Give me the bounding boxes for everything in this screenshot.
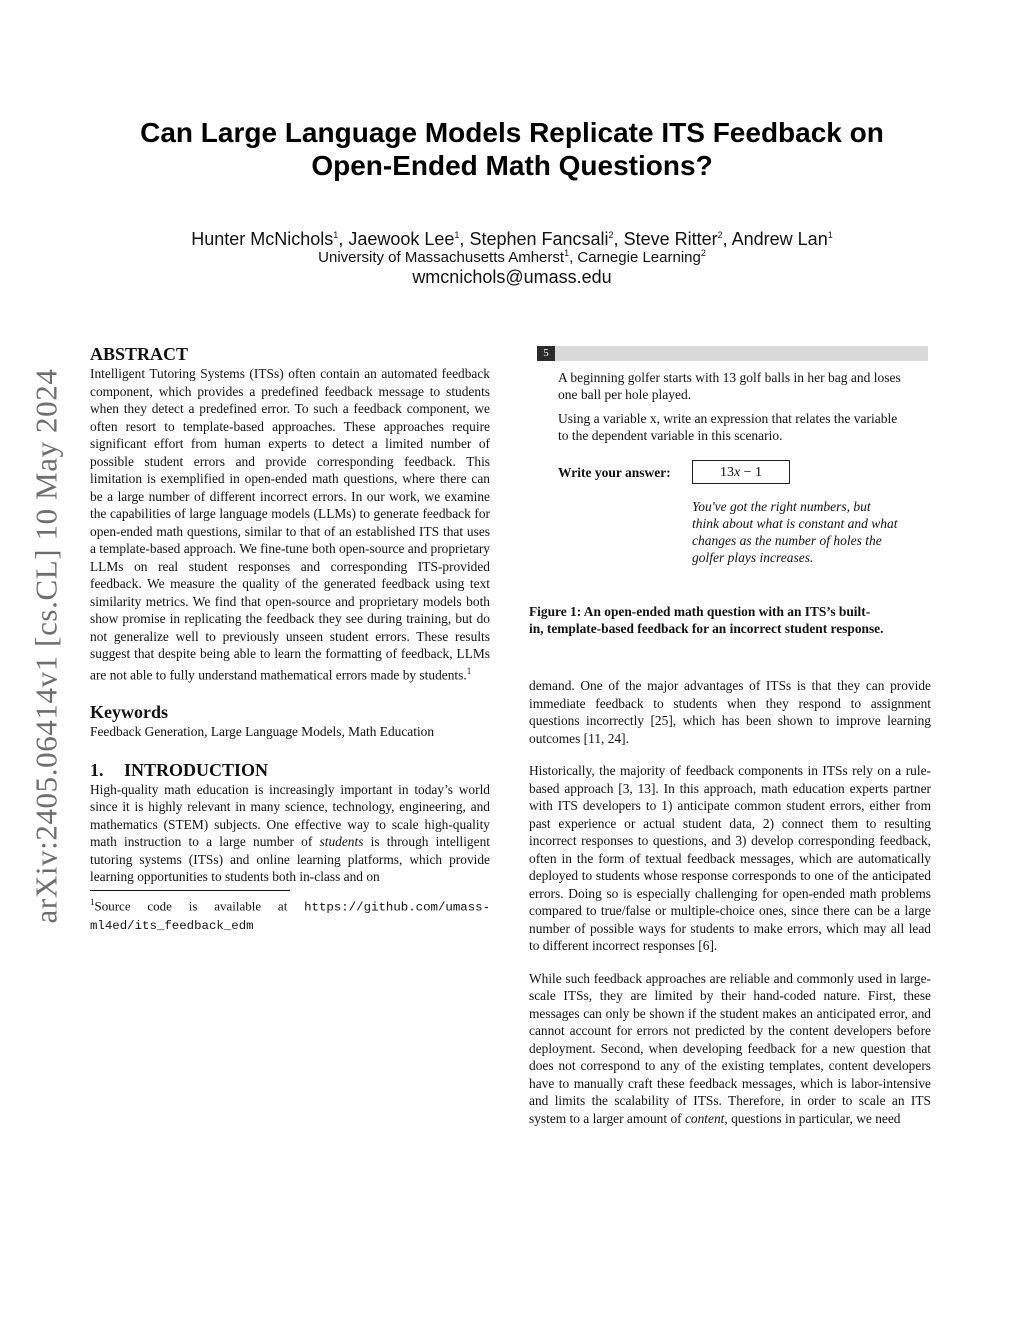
abstract-body: Intelligent Tutoring Systems (ITSs) often contain an automated feedback component, which provides a predefined feedback message to students when they detect a predefined error. To such a feedback component, we often resort to template-based approaches. These approaches require significant effort from human experts to detect a limited number of possible student errors and provide corresponding feedback. This limitation is exemplified in open-ended math questions, where there can be a large number of different incorrect errors. In our work, we examine the capabilities of large language models (LLMs) to generate feedback for open-ended math questions, similar to that of an established ITS that uses a template-based approach. We fine-tune both open-source and proprietary LLMs on real student responses and corresponding ITS-provided feedback. We measure the quality of the generated feedback using text similarity metrics. We find that open-source and proprietary models both show promise in replicating the feedback they see during training, but do not generalize well to previously unseen student errors. These results suggest that despite being able to learn the formatting of feedback, LLMs are not able to fully understand mathematical errors made by students. — [90, 366, 490, 682]
intro-paragraph-1 — [90, 781, 490, 886]
affiliation-umass: University of Massachusetts Amherst — [318, 249, 565, 266]
footnote-ref[interactable]: 1 — [466, 665, 472, 676]
intro-heading — [90, 759, 490, 781]
intro-text: , questions in particular, we need — [724, 1110, 901, 1126]
abstract-text — [90, 365, 490, 683]
title-line-2: Open-Ended Math Questions? — [311, 150, 713, 181]
keywords-heading: Keywords — [90, 702, 168, 723]
caption-line: in, template-based feedback for an incorrect student response. — [529, 621, 884, 636]
footnote — [90, 894, 490, 935]
intro-paragraph-2: demand. One of the major advantages of ITSs is that they can provide immediate feedback to students when they respond to assignment questions incorrectly [25], which has been shown to improve learning outcomes [11, 24]. — [529, 678, 931, 746]
intro-emphasis: content — [684, 1110, 725, 1126]
intro-text: While such feedback approaches are reliable and commonly used in large-scale ITSs, they are limited by their hand-coded nature. First, these messages can only be shown if the student makes an anticipated error, and cannot account for errors not predicted by the content developers before deployment. Second, when developing feedback for a new question that does not correspond to any of the existing templates, content developers have to manually craft these feedback messages, which is labor-intensive and limits the scalability of ITSs. Therefore, in order to scale an ITS system to a larger amount of — [529, 970, 931, 1126]
answer-constant: − 1 — [740, 465, 763, 480]
author-name: Steve Ritter — [623, 229, 718, 249]
author-name: Andrew Lan — [731, 229, 828, 249]
abstract-heading: ABSTRACT — [90, 344, 189, 364]
section-title: INTRODUCTION — [124, 759, 269, 780]
author-name: Stephen Fancsali — [469, 229, 609, 249]
arxiv-stamp-text: arXiv:2405.06414v1 [cs.CL] 10 May 2024 — [28, 368, 63, 924]
left-column — [90, 343, 490, 935]
instruction-line: to the dependent variable in this scenario. — [558, 428, 783, 443]
author-affiliation-marker: 2 — [608, 230, 614, 240]
question-instruction — [558, 410, 928, 444]
intro-text: High-quality math education is increasingly important in today’s world since it is highly relevant in many science, technology, engineering, and mathematics (STEM) subjects. One effective way to scale high-quality math instruction to a large number of — [90, 781, 490, 850]
feedback-line: You've got the right numbers, but — [692, 499, 871, 514]
prompt-line: A beginning golfer starts with 13 golf balls in her bag and loses — [558, 370, 901, 385]
answer-label: Write your answer: — [558, 465, 671, 480]
intro-paragraph-3: Historically, the majority of feedback components in ITSs rely on a rule-based approach [3, 13]. In this approach, math education experts partner with ITS developers to 1) anticipate common student errors, either from past experience or actual student data, 2) connect them to resulting incorrect responses to questions, and 3) develop corresponding feedback, often in the form of textual feedback messages, which are automatically deployed to students whose response corresponds to one of the anticipated errors. Doing so is especially challenging for open-ended math problems compared to true/false or multiple-choice ones, since there can be a large number of possible ways for students to make errors, which may all lead to different incorrect responses [6]. — [529, 763, 931, 953]
author-affiliation-marker: 1 — [333, 230, 339, 240]
intro-text: is through intelligent tutoring systems (ITSs) and online learning platforms, which provide learning opportunities to students both in-class and on — [90, 834, 490, 885]
footnote-text: Source code is available at — [94, 898, 305, 914]
paper-title — [90, 116, 934, 182]
affiliation-marker: 1 — [564, 248, 570, 258]
feedback-line: think about what is constant and what — [692, 516, 898, 531]
keywords-text: Feedback Generation, Large Language Models, Math Education — [90, 724, 435, 740]
intro-paragraph-4 — [529, 970, 931, 1128]
feedback-line: changes as the number of holes the — [692, 533, 882, 548]
caption-line: Figure 1: An open-ended math question with an ITS’s built- — [529, 604, 871, 619]
author-affiliation-marker: 2 — [717, 230, 723, 240]
author-name: Jaewook Lee — [348, 229, 455, 249]
prompt-line: one ball per hole played. — [558, 387, 692, 402]
arxiv-stamp — [18, 346, 74, 946]
intro-emphasis: students — [319, 834, 364, 850]
feedback-line: golfer plays increases. — [692, 550, 814, 565]
its-feedback-message — [692, 498, 928, 566]
affiliation-carnegie: Carnegie Learning — [577, 249, 701, 266]
question-prompt — [558, 369, 928, 403]
instruction-line: Using a variable x, write an expression that relates the variable — [558, 411, 898, 426]
affiliations: University of Massachusetts Amherst$^1$, Carnegie Learning$^2$ — [318, 248, 706, 266]
author-affiliation-marker: 1 — [454, 230, 460, 240]
source-code-link[interactable]: https://github.com/umass-ml4ed/its_feedback_edm — [90, 900, 490, 934]
author-affiliation-marker: 1 — [827, 230, 833, 240]
author-name: Hunter McNichols — [191, 229, 334, 249]
answer-coefficient: 13 — [719, 465, 734, 480]
answer-variable: x — [733, 465, 741, 480]
affiliation-marker: 2 — [700, 248, 706, 258]
question-number-badge: 5 — [537, 346, 555, 361]
author-list: Hunter McNichols$^1$, Jaewook Lee$^1$, Stephen Fancsali$^2$, Steve Ritter$^2$, Andrew Lan$^1$ — [191, 229, 833, 249]
right-column — [529, 677, 931, 1127]
footnote-divider — [90, 890, 290, 891]
figure-caption — [529, 603, 931, 637]
question-header-bar — [537, 346, 928, 361]
answer-box — [692, 460, 790, 484]
section-number: 1. — [90, 759, 104, 780]
title-line-1: Can Large Language Models Replicate ITS Feedback on — [140, 117, 884, 148]
contact-email[interactable]: wmcnichols@umass.edu — [412, 267, 612, 287]
footnote-marker: 1 — [90, 896, 95, 907]
